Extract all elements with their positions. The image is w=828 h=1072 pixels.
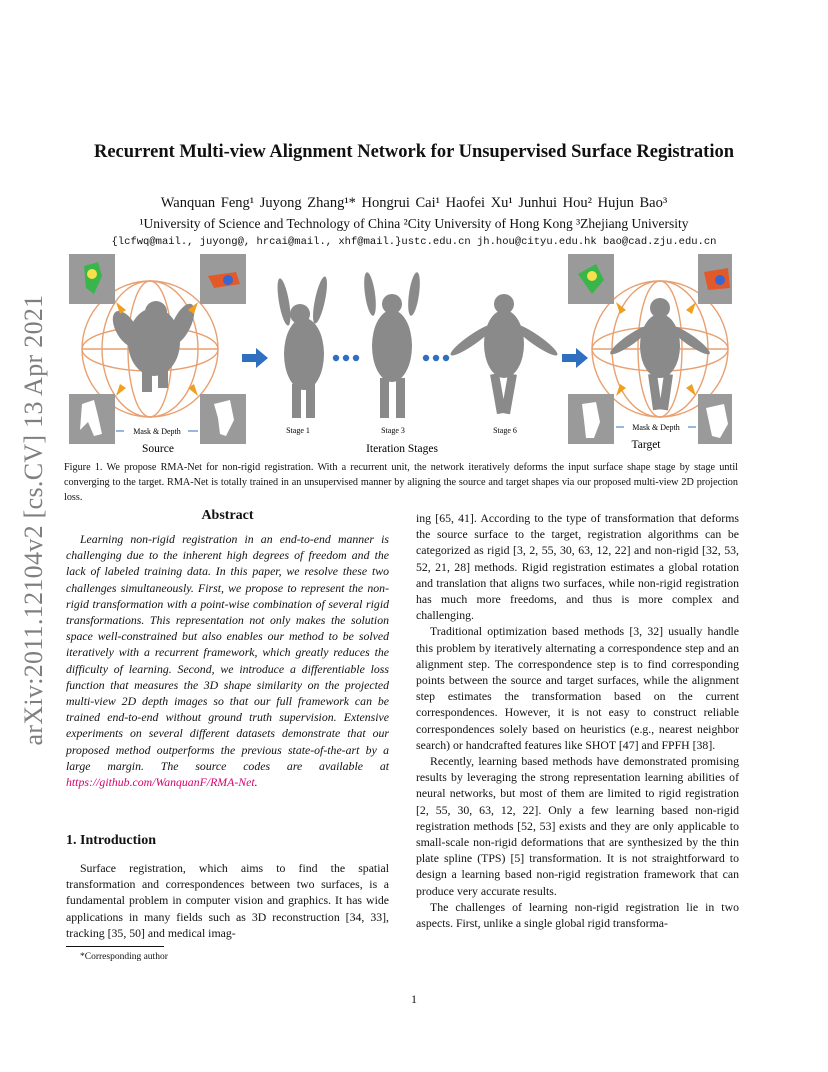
source-mask-view-1 xyxy=(69,394,115,444)
stage1-mesh xyxy=(275,275,330,418)
affiliations: ¹University of Science and Technology of China ²City University of Hong Kong ³Zhejiang University xyxy=(139,216,689,231)
intro-paragraph: Surface registration, which aims to find the spatial transformation and correspondences between two surfaces, is a fundamental problem in computer vision and graphics. It has wide applications in many fields such as 3D reconstruction [34, 33], tracking [35, 50] and medical imag- xyxy=(66,861,389,940)
source-mask-view-2 xyxy=(200,394,246,444)
stage6-mesh xyxy=(448,294,560,414)
source-label: Source xyxy=(142,443,174,455)
stage6-label: Stage 6 xyxy=(493,426,517,435)
footnote: *Corresponding author xyxy=(80,952,168,962)
mask-depth-label-right: Mask & Depth xyxy=(632,423,680,432)
abstract-heading: Abstract xyxy=(201,508,254,523)
ellipsis-dots-1 xyxy=(333,355,359,361)
source-mesh xyxy=(107,300,199,392)
figure-1-caption: Figure 1. We propose RMA-Net for non-rigid registration. With a recurrent unit, the network iteratively deforms the input surface shape stage by stage until converging to the target. RMA-Net is totally trained in an unsupervised manner by aligning the source and target shapes via our proposed multi-view 2D projection loss. xyxy=(64,462,738,503)
right-paragraph-1: ing [65, 41]. According to the type of transformation that deforms the source surface to the target, registration algorithms can be categorized as rigid [3, 2, 55, 30, 63, 12, 22] and non-rigid [32, 53, 52, 21, 28] methods. Rigid registration estimates a global rotation and translation that aligns two surfaces, while non-rigid registration has much more freedoms, and thus is more complex and challenging. xyxy=(416,511,739,623)
page-number: 1 xyxy=(411,992,417,1006)
abstract-body: Learning non-rigid registration in an end-to-end manner is challenging due to the inherent high degrees of freedom and the lack of labeled training data. In this paper, we resolve these two challenges simultaneously. First, we propose to represent the non-rigid transformation with a point-wise combination of several rigid transformations. This representation not only makes the solution space well-constrained but also enables our method to be solved iteratively with a recurrent framework, which greatly reduces the difficulty of learning. Second, we introduce a differentiable loss function that measures the 3D shape similarity on the projected multi-view 2D depth images so that our full framework can be trained end-to-end without ground truth supervision. Extensive experiments on several different datasets demonstrate that our proposed method outperforms the previous state-of-the-art by a large margin. The source codes are available at https://github.com/WanquanF/RMA-Net. xyxy=(66,532,389,790)
mask-depth-label-left: Mask & Depth xyxy=(133,427,181,436)
target-mask-view-1 xyxy=(568,394,614,444)
forward-arrow-1 xyxy=(242,348,268,368)
target-depth-view-2 xyxy=(698,254,732,304)
source-depth-view-1 xyxy=(69,254,115,304)
paper-title: Recurrent Multi-view Alignment Network for Unsupervised Surface Registration xyxy=(93,142,735,162)
code-link[interactable]: https://github.com/WanquanF/RMA-Net xyxy=(66,775,255,790)
target-depth-view-1 xyxy=(568,254,614,304)
stage1-label: Stage 1 xyxy=(286,426,310,435)
author-list: Wanquan Feng¹ Juyong Zhang¹* Hongrui Cai¹ Haofei Xu¹ Junhui Hou² Hujun Bao³ xyxy=(160,195,668,211)
abstract-text: Learning non-rigid registration in an end-to-end manner is challenging due to the inherent high degrees of freedom and the lack of labeled training data. In this paper, we resolve these two challenges simultaneously. First, we propose to represent the non-rigid transformation with a point-wise combination of several rigid transformations. This representation not only makes the solution space well-constrained but also enables our method to be solved iteratively with a recurrent framework, which greatly reduces the difficulty of learning. Second, we introduce a differentiable loss function that measures the 3D shape similarity on the projected multi-view 2D depth images so that our full framework can be trained end-to-end without ground truth supervision. Extensive experiments on several different datasets demonstrate that our proposed method outperforms the previous state-of-the-art by a large margin. The source codes are available at xyxy=(66,532,389,773)
author-emails: {lcfwq@mail., juyong@, hrcai@mail., xhf@mail.}ustc.edu.cn jh.hou@cityu.edu.hk bao@cad.zju.edu.cn xyxy=(111,236,717,248)
right-column xyxy=(416,510,739,931)
stage3-label: Stage 3 xyxy=(381,426,405,435)
arxiv-stamp: arXiv:2011.12104v2 [cs.CV] 13 Apr 2021 xyxy=(19,294,48,746)
target-label: Target xyxy=(631,439,661,451)
source-depth-view-2 xyxy=(200,254,246,304)
intro-heading: 1. Introduction xyxy=(66,833,156,848)
intro-body xyxy=(66,860,389,941)
figure-1 xyxy=(64,254,732,460)
iteration-stages-label: Iteration Stages xyxy=(366,443,438,455)
footnote-rule xyxy=(66,946,164,947)
ellipsis-dots-2 xyxy=(423,355,449,361)
forward-arrow-2 xyxy=(562,348,588,368)
right-paragraph-2: Traditional optimization based methods [3, 32] usually handle this problem by iteratively alternating a correspondence step and an alignment step. The correspondence step is to find corresponding points between the source and target surfaces, while the alignment step estimates the transformation based on the current correspondences. However, it is not easy to construct reliable correspondences solely based on heuristics (e.g., nearest neighbor search) or handcrafted features like SHOT [47] and FPFH [38]. xyxy=(416,624,739,752)
right-paragraph-3: Recently, learning based methods have demonstrated promising results by leveraging the strong representation learning abilities of neural networks, but most of them are limited to rigid registration [2, 55, 30, 63, 12, 22]. Only a few learning based non-rigid registration methods [52, 53] exists and they are only applicable to small-scale non-rigid deformations that are synthesized by the thin plate spline (TPS) [5] transformation. It is not straightforward to design a learning based non-rigid registration framework that can produce very accurate results. xyxy=(416,754,739,898)
figure-1-illustration xyxy=(64,254,732,460)
right-paragraph-4: The challenges of learning non-rigid registration lie in two aspects. First, unlike a single global rigid transforma- xyxy=(416,899,739,931)
target-mask-view-2 xyxy=(698,394,732,444)
stage3-mesh xyxy=(362,272,422,418)
